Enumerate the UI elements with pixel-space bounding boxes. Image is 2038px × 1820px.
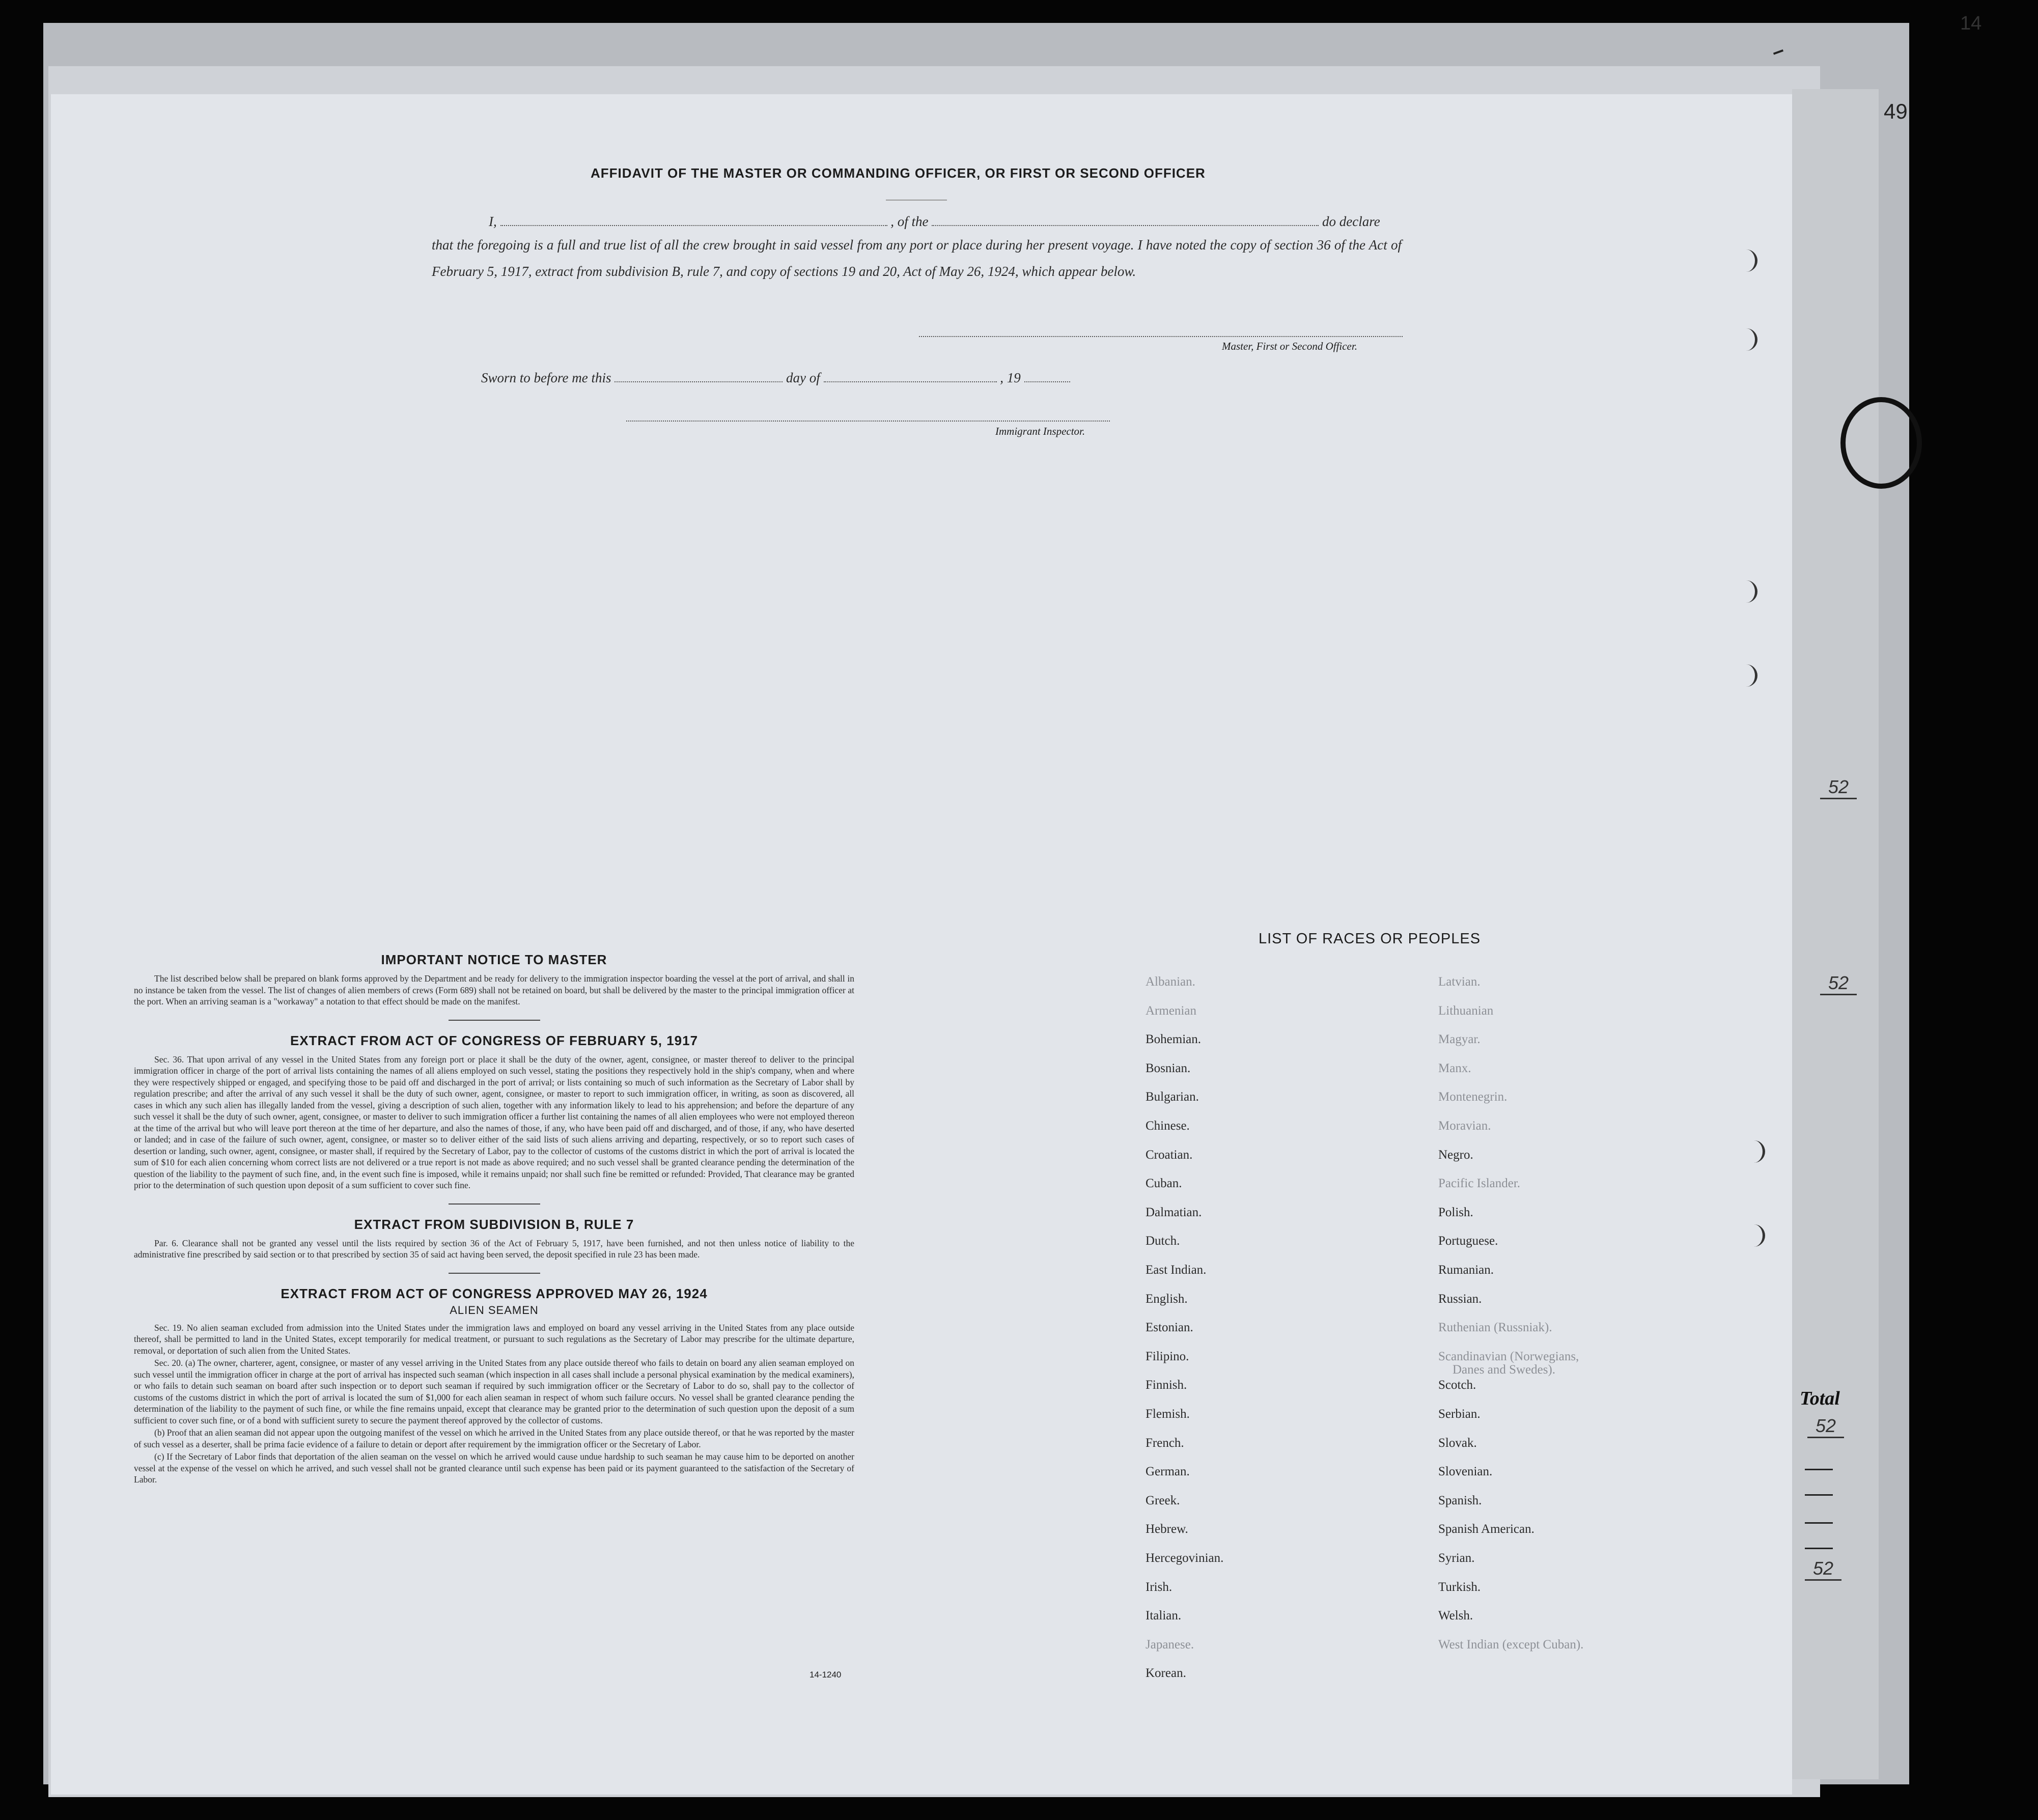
race-item: Croatian. [1146, 1148, 1193, 1162]
handwritten-count: 52 [1820, 776, 1857, 799]
sec20a-body: Sec. 20. (a) The owner, charterer, agent, consignee, or master of any vessel arriving in the United States from any place outside thereof who fails to detain on board any alien seaman employed on such vessel until the immigration officer in charge at the port of arrival has inspected such seaman (which inspection in all cases shall include a personal physical examination by the medical examiners), or who fails to detain such seaman on board after such inspection or to deport such seaman if required by such immigration officer or the Secretary of Labor to do so, shall pay to the collector of customs of the customs district in which the port of arrival is located the sum of $1,000 for each alien seaman in respect of whom such failure occurs. No vessel shall be granted clearance pending the determination of the liability to the payment of such fine, or while the fine remains unpaid, except that clearance may be granted prior to the determination of such question upon the deposit of a sum sufficient to cover such fine, or of a bond with sufficient surety to secure the payment thereof approved by the collector of customs. [134, 1358, 854, 1425]
race-item: Finnish. [1146, 1378, 1187, 1392]
race-item: Italian. [1146, 1609, 1182, 1622]
handwritten-total-label: Total [1800, 1388, 1840, 1409]
race-item: Manx. [1438, 1061, 1471, 1075]
declaration-prefix: I, [489, 214, 497, 229]
master-signature-label: Master, First or Second Officer. [1222, 340, 1357, 352]
page-number: 49 [1884, 99, 1908, 123]
race-item: Turkish. [1438, 1580, 1481, 1594]
form-number: 14-1240 [809, 1670, 842, 1679]
race-item: Spanish. [1438, 1494, 1482, 1507]
sworn-line [481, 370, 1070, 386]
race-item: Bosnian. [1146, 1061, 1191, 1075]
race-item: Syrian. [1438, 1551, 1475, 1565]
race-item: English. [1146, 1292, 1188, 1306]
race-item: Pacific Islander. [1438, 1177, 1521, 1190]
extract3-subheading: ALIEN SEAMEN [450, 1303, 539, 1317]
sworn-month-blank[interactable] [824, 370, 997, 382]
name-blank[interactable] [500, 214, 887, 226]
handwritten-count: 52 [1805, 1558, 1841, 1581]
race-item: Ruthenian (Russniak). [1438, 1321, 1552, 1334]
race-item: Rumanian. [1438, 1263, 1494, 1277]
sec20b-body: (b) Proof that an alien seaman did not appear upon the outgoing manifest of the vessel on which he arrived in the United States from any place outside thereof, or that he was reported by the master of such vessel as a deserter, shall be prima facie evidence of a failure to detain or deport after requirement by the immigration officer or the Secretary of Labor. [134, 1427, 854, 1449]
declaration-mid: , of the [890, 214, 929, 229]
handwritten-total-value: 52 [1807, 1415, 1844, 1438]
section-divider [449, 1273, 540, 1274]
extract1-heading: EXTRACT FROM ACT OF CONGRESS OF FEBRUARY 5, 1917 [290, 1032, 699, 1048]
extract2-body: Par. 6. Clearance shall not be granted any vessel until the lists required by section 36 of the Act of February 5, 1917, have been furnished, and not then unless notice of liability to the administrative fine prescribed by said section or to that prescribed by section 35 of said act having been served, the deposit specified in rule 23 has been made. [134, 1238, 854, 1259]
sec20c-body: (c) If the Secretary of Labor finds that deportation of the alien seaman on the vessel on which he arrived would cause undue hardship to such seaman he may cause him to be deported on another vessel at the expense of the vessel on which he arrived, and such vessel shall not be granted clearance until such expense has been paid or its payment guaranteed to the satisfaction of the Secretary of Labor. [134, 1451, 854, 1485]
race-item: Estonian. [1146, 1321, 1193, 1334]
race-item: Serbian. [1438, 1407, 1481, 1421]
races-title: LIST OF RACES OR PEOPLES [1259, 931, 1481, 947]
race-item: German. [1146, 1465, 1190, 1478]
race-item: Magyar. [1438, 1032, 1481, 1046]
extract2-heading: EXTRACT FROM SUBDIVISION B, RULE 7 [354, 1216, 634, 1232]
title-rule [886, 200, 947, 201]
handwritten-count: 52 [1820, 972, 1857, 995]
race-item: Scandinavian (Norwegians, [1438, 1350, 1579, 1363]
race-item: Moravian. [1438, 1119, 1491, 1133]
race-item: Japanese. [1146, 1638, 1194, 1651]
race-item: Armenian [1146, 1004, 1196, 1018]
notice-column [134, 952, 854, 1486]
race-item: West Indian (except Cuban). [1438, 1638, 1584, 1651]
affidavit-title: AFFIDAVIT OF THE MASTER OR COMMANDING OFFICER, OR FIRST OR SECOND OFFICER [591, 165, 1206, 181]
main-sheet [51, 94, 1792, 1795]
sworn-year-blank[interactable] [1024, 370, 1070, 382]
race-item: Albanian. [1146, 975, 1195, 989]
race-item: Hebrew. [1146, 1522, 1188, 1536]
race-item: Welsh. [1438, 1609, 1473, 1622]
master-signature-line[interactable] [919, 336, 1403, 337]
race-item: Korean. [1146, 1666, 1186, 1680]
race-item: Negro. [1438, 1148, 1473, 1162]
race-item: Slovak. [1438, 1436, 1477, 1450]
race-item: Flemish. [1146, 1407, 1190, 1421]
sworn-year-label: , 19 [1000, 370, 1021, 385]
sec19-body: Sec. 19. No alien seaman excluded from admission into the United States under the immigration laws and employed on board any vessel arriving in the United States from any place outside thereof, shall be permitted to land in the United States, except temporarily for medical treatment, or pursuant to such regulations as the Secretary of Labor may prescribe for the ultimate departure, removal, or deportation of such alien from the United States. [134, 1322, 854, 1356]
race-item: Filipino. [1146, 1350, 1189, 1363]
sworn-prefix: Sworn to before me this [481, 370, 611, 385]
race-item: Lithuanian [1438, 1004, 1494, 1018]
race-item: East Indian. [1146, 1263, 1207, 1277]
affidavit-body: that the foregoing is a full and true list of all the crew brought in said vessel from any port or place during her present voyage. I have noted the copy of section 36 of the Act of February 5, 1917, extract from subdivision B, rule 7, and copy of sections 19 and 20, Act of May 26, 1924, which appear below. [432, 237, 1402, 279]
race-item: Scotch. [1438, 1378, 1476, 1392]
race-item: Dutch. [1146, 1234, 1180, 1248]
race-item: Dalmatian. [1146, 1206, 1202, 1219]
extract3-heading: EXTRACT FROM ACT OF CONGRESS APPROVED MAY 26, 1924 [281, 1285, 708, 1301]
section-divider [449, 1203, 540, 1205]
race-item: Portuguese. [1438, 1234, 1498, 1248]
inspector-label: Immigrant Inspector. [995, 425, 1085, 437]
race-item: Latvian. [1438, 975, 1481, 989]
notice-heading: IMPORTANT NOTICE TO MASTER [381, 952, 607, 967]
corner-mark: 14 [1960, 13, 1982, 34]
race-item: French. [1146, 1436, 1184, 1450]
race-item: Slovenian. [1438, 1465, 1493, 1478]
race-item: Greek. [1146, 1494, 1180, 1507]
section-divider [449, 1020, 540, 1021]
right-sheet-edge [1792, 89, 1879, 1779]
declaration-suffix: do declare [1322, 214, 1380, 229]
handwritten-circle [1840, 397, 1922, 489]
sworn-day-label: day of [786, 370, 820, 385]
race-item: Irish. [1146, 1580, 1172, 1594]
race-item: Bulgarian. [1146, 1090, 1199, 1104]
race-item: Bohemian. [1146, 1032, 1202, 1046]
declaration-line [489, 214, 1380, 230]
race-item: Polish. [1438, 1206, 1473, 1219]
race-item: Hercegovinian. [1146, 1551, 1224, 1565]
race-item: Spanish American. [1438, 1522, 1534, 1536]
extract1-body: Sec. 36. That upon arrival of any vessel in the United States from any foreign port or place it shall be the duty of the owner, agent, consignee, or master thereof to deliver to the principal immigration officer in charge of the port of arrival lists containing the names of all aliens employed on such vessel, stating the positions they respectively hold in the ship's company, when and where they were respectively shipped or engaged, and specifying those to be paid off and discharged in the port of arrival; or lists containing so much of such information as the Secretary of Labor shall by regulation prescribe; and after the arrival of any such vessel it shall be the duty of such owner, agent, consignee, or master to report to such immigration officer, in writing, as soon as discovered, all cases in which any such alien has illegally landed from the vessel, giving a description of such alien, together with any information likely to lead to his apprehension; and before the departure of any such vessel it shall be the duty of such owner, agent, consignee, or master to deliver to such immigration officer a further list containing the names of all alien employees who were not employed thereon at the time of the arrival but who will leave port thereon at the time of her departure, and also the names of those, if any, who have been paid off and discharged, and of those, if any, who have deserted or landed; and in case of the failure of such owner, agent, consignee, or master so to deliver either of the said lists of such aliens arriving and departing, respectively, or so to report such cases of desertion or landing, such owner, agent, consignee, or master shall, if required by the Secretary of Labor, pay to the collector of customs of the customs district in which the port of arrival is located the sum of $10 for each alien concerning whom correct lists are not delivered or a true report is not made as above required; and no such vessel shall be granted clearance pending the determination of the question of the liability to the payment of such fine, and, in the event such fine is imposed, while it remains unpaid; nor shall such fine be remitted or refunded: Provided, That clearance may be granted prior to the determination of such question upon deposit of a sum sufficient to cover such fine. [134, 1054, 854, 1190]
notice-body: The list described below shall be prepared on blank forms approved by the Department and be ready for delivery to the immigration inspector boarding the vessel at the port of arrival, and shall in no instance be taken from the vessel. The list of changes of alien members of crews (Form 689) shall not be retained on board, but shall be delivered by the master to the principal immigration officer at the port. When an arriving seaman is a "workaway" a notation to that effect should be made on the manifest. [134, 973, 854, 1006]
race-item: Cuban. [1146, 1177, 1182, 1190]
inspector-signature-line[interactable] [626, 421, 1110, 422]
vessel-blank[interactable] [932, 214, 1319, 226]
race-item: Danes and Swedes). [1453, 1363, 1556, 1377]
race-item: Russian. [1438, 1292, 1482, 1306]
race-item: Chinese. [1146, 1119, 1190, 1133]
sworn-day-blank[interactable] [615, 370, 783, 382]
race-item: Montenegrin. [1438, 1090, 1507, 1104]
